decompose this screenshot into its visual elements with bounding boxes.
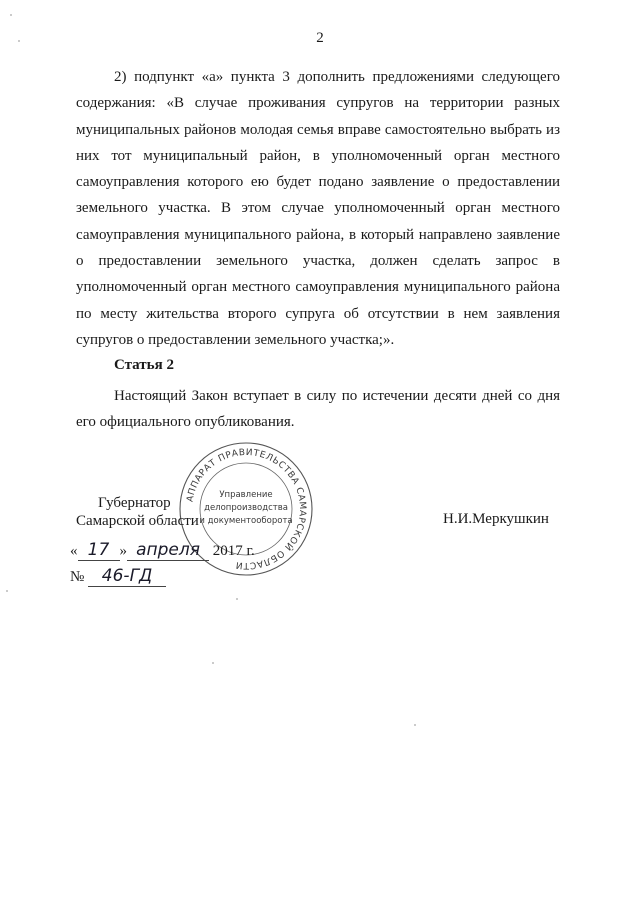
page-number: 2 xyxy=(316,30,324,46)
law-number-prefix: № xyxy=(70,569,85,585)
date-month-handwritten: апреля xyxy=(127,540,209,561)
seal-center-line3: и документооборота xyxy=(199,516,293,526)
date-close-quote: » xyxy=(119,543,127,559)
scan-speck xyxy=(236,598,238,600)
paragraph-amendment xyxy=(76,64,560,353)
law-number xyxy=(70,566,166,587)
signature-title-line1: Губернатор xyxy=(98,495,171,511)
scan-speck xyxy=(6,590,8,592)
paragraph-effective-date-text: Настоящий Закон вступает в силу по истечении десяти дней со дня его официального опубликования. xyxy=(76,388,560,431)
scan-speck xyxy=(212,662,214,664)
paragraph-amendment-text: 2) подпункт «а» пункта 3 дополнить предложениями следующего содержания: «В случае проживания супругов на территории разных муниципальных районов молодая семья вправе самостоятельно выбрать из них тот муниципальный район, в уполномоченный орган местного самоуправления которого ею будет подано заявление о предоставлении земельного участка. В этом случае уполномоченный орган местного самоуправления муниципального района, в который направлено заявление о предоставлении земельного участка, должен сделать запрос в уполномоченный орган местного самоуправления муниципального района по месту жительства второго супруга об отсутствии в нем заявления супругов о предоставлении земельного участка;». xyxy=(76,69,560,348)
signing-date xyxy=(70,540,255,561)
law-number-handwritten: 46-ГД xyxy=(88,566,166,587)
seal-center-line1: Управление xyxy=(219,490,273,500)
scan-speck xyxy=(414,724,416,726)
date-year: 2017 г. xyxy=(212,543,255,559)
seal-center-line2: делопроизводства xyxy=(204,503,288,513)
date-open-quote: « xyxy=(70,543,78,559)
scan-speck xyxy=(18,40,20,42)
seal-ring-text: АППАРАТ ПРАВИТЕЛЬСТВА САМАРСКОЙ ОБЛАСТИ xyxy=(185,447,308,571)
signature-title-line2: Самарской области xyxy=(76,513,199,529)
date-day-handwritten: 17 xyxy=(78,540,120,561)
signature-name: Н.И.Меркушкин xyxy=(443,511,549,527)
scan-speck xyxy=(10,14,12,16)
paragraph-effective-date xyxy=(76,383,560,436)
article-title: Статья 2 xyxy=(114,357,174,373)
